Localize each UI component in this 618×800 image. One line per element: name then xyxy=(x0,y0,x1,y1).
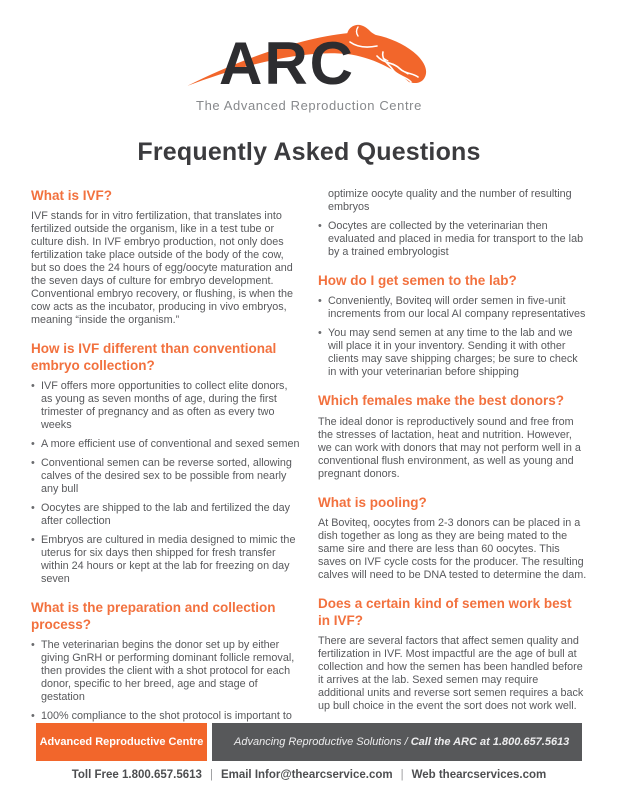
faq-section xyxy=(31,188,300,327)
faq-section xyxy=(318,596,587,713)
separator: | xyxy=(400,769,404,781)
arc-logo-graphic xyxy=(187,24,431,96)
logo-text: ARC xyxy=(219,30,355,96)
header xyxy=(0,0,618,167)
footer-phone: Call the ARC at 1.800.657.5613 xyxy=(410,736,570,748)
paragraph: optimize oocyte quality and the number of resulting embryos xyxy=(328,188,572,213)
logo-tagline: The Advanced Reproduction Centre xyxy=(196,98,422,113)
bullet-text: Conventional semen can be reverse sorted, allowing calves of the desired sex to be possible from nearly any bull xyxy=(41,457,292,496)
section-heading: What is pooling? xyxy=(318,494,427,510)
bullet-item xyxy=(31,534,300,586)
paragraph: There are several factors that affect semen quality and fertilization in IVF. Most impactful are the age of bull at collection and how the semen has been handled before it arrives at the lab. Sexed semen may require additional units and reverse sort semen requires a back up bull choice in the event the sort does not work well. xyxy=(318,635,584,713)
arc-logo xyxy=(187,24,431,96)
bullet-icon: • xyxy=(31,457,35,470)
section-heading: Which females make the best donors? xyxy=(318,393,565,409)
bullet-text: Embryos are cultured in media designed to mimic the uterus for six days then shipped for fresh transfer within 24 hours or kept at the lab for freezing on day seven xyxy=(41,534,296,586)
bullet-text: Oocytes are collected by the veterinarian then evaluated and placed in media for transport to the lab by a trained embryologist xyxy=(328,220,584,258)
contact-web: Web thearcservices.com xyxy=(411,769,547,781)
right-column xyxy=(318,188,587,737)
bullet-item xyxy=(318,220,587,259)
separator: | xyxy=(209,769,213,781)
bullet-item xyxy=(318,327,587,379)
bullet-icon: • xyxy=(31,438,35,451)
bullet-item xyxy=(31,380,300,432)
faq-section xyxy=(318,188,587,259)
section-heading: What is IVF? xyxy=(31,188,112,203)
bullet-item xyxy=(31,457,300,496)
footer-bar xyxy=(36,723,582,761)
bullet-text: You may send semen at any time to the lab and we will place it in your inventory. Sending it with other clients may save shipping charges; be sure to check in with your veterinarian before shipping xyxy=(328,327,578,379)
section-heading: How is IVF different than conventional embryo collection? xyxy=(31,341,277,373)
bullet-item xyxy=(31,639,300,704)
bullet-item xyxy=(31,438,300,451)
bullet-icon: • xyxy=(31,502,35,515)
paragraph: The ideal donor is reproductively sound and free from the stresses of lactation, heat and nutrition. However, we can work with donors that may not perform well in a conventional flush environment, as well as young and pregnant donors. xyxy=(318,415,581,480)
bullet-icon: • xyxy=(31,710,35,723)
toll-free-number: Toll Free 1.800.657.5613 xyxy=(71,769,202,781)
bullet-item xyxy=(318,295,587,321)
section-heading: Does a certain kind of semen work best in IVF? xyxy=(318,596,572,628)
bullet-text: The veterinarian begins the donor set up by either giving GnRH or performing dominant follicle removal, then provides the client with a shot protocol for each donor, specific to her breed, age and stage of gestation xyxy=(41,639,295,704)
faq-content xyxy=(0,188,618,737)
paragraph: At Boviteq, oocytes from 2-3 donors can be placed in a dish together as long as they are being mated to the same sire and there are less than 60 oocytes. This saves on IVF cycle costs for the producer. The resulting calves will need to be DNA tested to determine the dam. xyxy=(318,517,587,582)
bullet-icon: • xyxy=(318,327,322,340)
bullet-text: 100% compliance to the shot protocol is important to xyxy=(41,710,292,723)
contact-line xyxy=(0,769,618,781)
faq-section xyxy=(318,393,587,480)
bullet-text: IVF offers more opportunities to collect elite donors, as young as seven months of age, during the first trimester of pregnancy and as often as every two weeks xyxy=(41,380,288,432)
footer-tagline xyxy=(212,723,582,761)
bullet-text: A more efficient use of conventional and sexed semen xyxy=(41,438,300,451)
bullet-text: Conveniently, Boviteq will order semen in five-unit increments from our local AI company representatives xyxy=(328,295,586,321)
bullet-icon: • xyxy=(318,295,322,308)
faq-section xyxy=(318,495,587,582)
faq-section xyxy=(31,600,300,723)
left-column xyxy=(31,188,300,737)
bullet-item xyxy=(31,710,300,723)
contact-email: Email Infor@thearcservice.com xyxy=(220,769,393,781)
footer-badge: Advanced Reproductive Centre xyxy=(36,723,207,761)
section-heading: How do I get semen to the lab? xyxy=(318,273,517,288)
bullet-icon: • xyxy=(31,534,35,547)
section-heading: What is the preparation and collection process? xyxy=(31,600,276,632)
bullet-icon: • xyxy=(31,639,35,652)
bullet-icon: • xyxy=(31,380,35,393)
paragraph: IVF stands for in vitro fertilization, that translates into fertilized outside the organism, like in a test tube or culture dish. In IVF embryo production, not only does fertilization take place outside of the body of the cow, but so does the 24 hours of egg/oocyte maturation and the seven days of culture for embryo development. Conventional embryo recovery, or flushing, is when the cow acts as the incubator, producing in vivo embryos, meaning “inside the organism.” xyxy=(31,210,294,327)
bullet-icon: • xyxy=(318,220,322,232)
faq-section xyxy=(318,273,587,379)
faq-section xyxy=(31,341,300,586)
page-title: Frequently Asked Questions xyxy=(137,138,481,166)
bullet-text: Oocytes are shipped to the lab and fertilized the day after collection xyxy=(41,502,291,528)
bullet-item xyxy=(31,502,300,528)
footer-tagline-text: Advancing Reproductive Solutions / xyxy=(234,736,408,748)
